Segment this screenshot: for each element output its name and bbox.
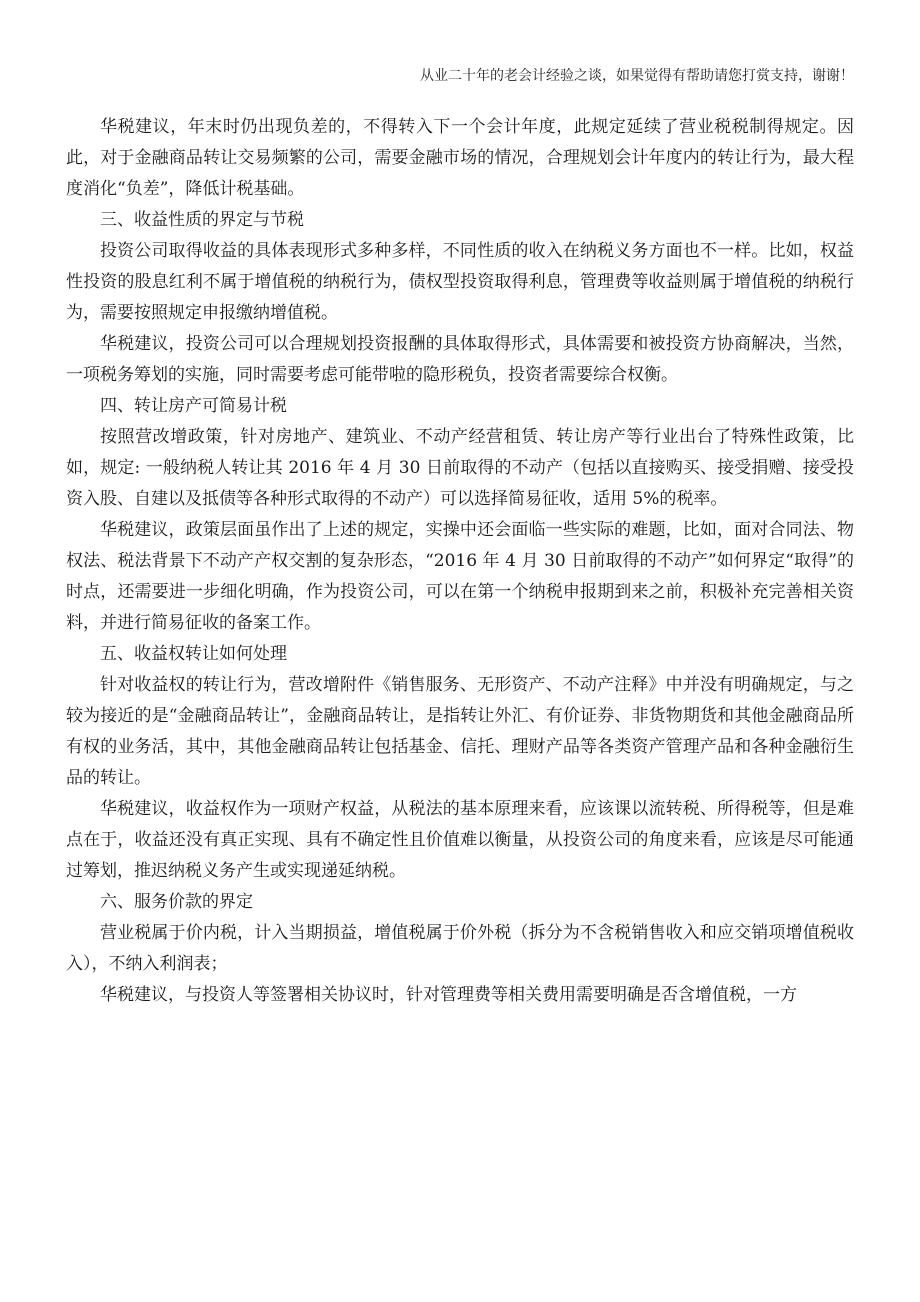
- section-heading: 六、服务价款的界定: [100, 892, 253, 912]
- paragraph: 华税建议，投资公司可以合理规划投资报酬的具体取得形式，具体需要和被投资方协商解决，当然，一项税务筹划的实施，同时需要考虑可能带啦的隐形税负，投资者需要综合权衡。: [66, 334, 854, 385]
- paragraph: 针对收益权的转让行为，营改增附件《销售服务、无形资产、不动产注释》中并没有明确规定，与之较为接近的是“金融商品转让”，金融商品转让，是指转让外汇、有价证券、非货物期货和其他金融商品所有权的业务活，其中，其他金融商品转让包括基金、信托、理财产品等各类资产管理产品和各种金融衍生品的转让。: [66, 675, 854, 788]
- paragraph: 按照营改增政策，针对房地产、建筑业、不动产经营租赁、转让房产等行业出台了特殊性政策，比如，规定: 一般纳税人转让其 2016 年 4 月 30 日前取得的不动产（包括以直接购买、接受捐赠、接受投资入股、自建以及抵债等各种形式取得的不动产）可以选择简易征收，适用 5%的税率。: [66, 427, 854, 509]
- section-heading: 五、收益权转让如何处理: [100, 644, 287, 664]
- paragraph: 华税建议，年末时仍出现负差的，不得转入下一个会计年度，此规定延续了营业税税制得规定。因此，对于金融商品转让交易频繁的公司，需要金融市场的情况，合理规划会计年度内的转让行为，最大程度消化“负差”，降低计税基础。: [66, 117, 854, 199]
- paragraph: 华税建议，与投资人等签署相关协议时，针对管理费等相关费用需要明确是否含增值税，一方: [100, 985, 797, 1005]
- section-heading: 四、转让房产可简易计税: [100, 396, 287, 416]
- page-header-slogan: 从业二十年的老会计经验之谈，如果觉得有帮助请您打赏支持，谢谢！: [420, 68, 854, 84]
- document-body: [66, 112, 854, 1011]
- paragraph: 营业税属于价内税，计入当期损益，增值税属于价外税（拆分为不含税销售收入和应交销项增值税收入），不纳入利润表；: [66, 923, 854, 974]
- section-heading: 三、收益性质的界定与节税: [100, 210, 304, 230]
- paragraph: 华税建议，收益权作为一项财产权益，从税法的基本原理来看，应该课以流转税、所得税等，但是难点在于，收益还没有真正实现、具有不确定性且价值难以衡量，从投资公司的角度来看，应该是尽可能通过筹划，推迟纳税义务产生或实现递延纳税。: [66, 799, 854, 881]
- paragraph: 投资公司取得收益的具体表现形式多种多样，不同性质的收入在纳税义务方面也不一样。比如，权益性投资的股息红利不属于增值税的纳税行为，债权型投资取得利息，管理费等收益则属于增值税的纳税行为，需要按照规定申报缴纳增值税。: [66, 241, 854, 323]
- paragraph: 华税建议，政策层面虽作出了上述的规定，实操中还会面临一些实际的难题，比如，面对合同法、物权法、税法背景下不动产产权交割的复杂形态，“2016 年 4 月 30 日前取得的不动产”如何界定“取得”的时点，还需要进一步细化明确，作为投资公司，可以在第一个纳税申报期到来之前，积极补充完善相关资料，并进行简易征收的备案工作。: [66, 520, 854, 633]
